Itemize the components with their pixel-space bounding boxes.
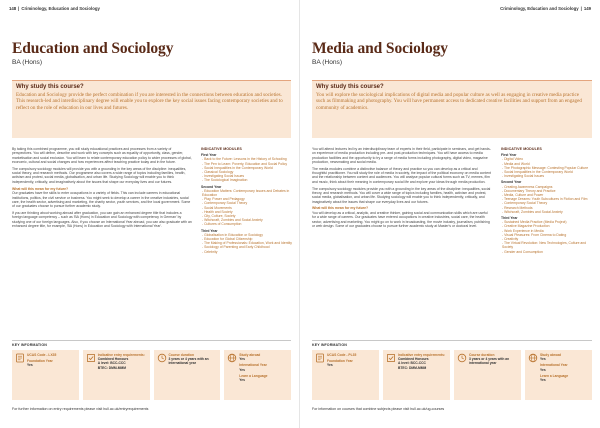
- course-description: [12, 147, 192, 332]
- key-info-line: Yes: [540, 378, 546, 383]
- key-info-line: Yes: [540, 357, 546, 362]
- key-information: [312, 340, 592, 400]
- module-year-label: First Year: [201, 153, 217, 158]
- module-year-label: Third Year: [201, 228, 218, 233]
- module-item: - Media and World: [502, 161, 530, 166]
- key-info-line: 3 years or 4 years with an international year: [469, 357, 510, 366]
- key-info-line: Yes: [239, 357, 245, 362]
- body-paragraph: Our graduates have the skills to enter occupations in a variety of fields. This can include careers in educational institutions, politics, the civil service or business. You might seek to develop a career in the creative industries, social care, the health sector, advertising and marketing, the charity sector, youth services, and the local government. Some of our graduates choose to pursue further academic study.: [12, 191, 191, 209]
- key-info-line: Course duration: [469, 353, 495, 357]
- footer-note: For information on courses that combine subjects please visit hull.ac.uk/ug-courses: [312, 407, 445, 411]
- key-info-card: [525, 350, 592, 400]
- future-subheading: What will this mean for my future?: [312, 206, 369, 211]
- module-item: - Creating Awareness Campaigns: [502, 184, 553, 189]
- module-item: - Back to the Future: Lessons in the History of Schooling: [202, 157, 287, 162]
- module-item: - Digital Video: [502, 157, 524, 162]
- key-info-card: [383, 350, 450, 400]
- award-type: BA (Hons): [12, 59, 43, 66]
- key-info-card: [454, 350, 521, 400]
- key-info-line: Indicative entry requirements:: [398, 353, 446, 357]
- why-study-text: Education and Sociology provide the perfect combination if you are interested in the connections between education and societies. This research-led and interdisciplinary degree will enable you to explore the key social issues facing contemporary societies and to reflect on the role of education in our lives and futures.: [16, 92, 283, 111]
- module-item: - Social Inequalities in the Contemporary World: [202, 165, 273, 170]
- body-paragraph: By taking this combined programme, you will study educational practices and processes from a variety of perspectives. You will define, describe and work with key concepts such as equality of opportunity, class, gender, marketisation and social exclusion. You will learn to relate contemporary education policy to wider processes of global, economic, cultural and social changes and how experiences affect teaching practice today and in the future.: [12, 147, 192, 165]
- modules-heading: INDICATIVE MODULES: [501, 147, 542, 151]
- module-item: - Creative Magazine Production: [502, 224, 550, 229]
- key-info-line: Combined Honours: [97, 357, 129, 362]
- module-item: - Education for Global Citizenship: [202, 237, 253, 242]
- module-item: - Contemporary Social Theory: [202, 201, 248, 206]
- module-item: - Cultures of Consumption: [202, 222, 242, 227]
- section-name: Criminology, Education and Sociology: [500, 6, 579, 11]
- body-paragraph: The media modules combine a distinctive balance of theory and practice so you can develop as a critical and thoughtful practitioner. You will study the role of media in society, the impact of the political economy on media content and the relationship between content and audiences. You will analyse popular cultural forms such as TV, memes, film and music, think about their meaning in contemporary social life and explore your ideas through media production.: [312, 166, 491, 184]
- module-item: - Investigating Social Issues: [202, 174, 245, 179]
- key-info-line: International Year: [540, 363, 568, 368]
- course-description: [312, 147, 492, 332]
- module-item: - Teenage Dreams: Youth Subcultures in Fiction and Film: [502, 197, 588, 202]
- key-info-card: [12, 350, 79, 400]
- key-info-line: UCAS Code - PL35: [327, 353, 357, 357]
- module-item: - Media, Culture and Power: [502, 193, 544, 198]
- study-abroad-icon: [227, 353, 237, 363]
- module-item: - Sustained Media Practice (Media Project): [502, 220, 567, 225]
- module-item: - Classical Sociology: [202, 170, 234, 175]
- key-info-line: UCAS Code - LX35: [27, 353, 57, 357]
- future-subheading: What will this mean for my future?: [12, 186, 69, 191]
- module-item: - Globalisation in Education or Sociology: [202, 232, 263, 237]
- module-year-label: Second Year: [501, 180, 522, 185]
- module-item: - Creativity: [502, 237, 519, 242]
- key-information-heading: KEY INFORMATION: [312, 343, 347, 347]
- award-type: BA (Hons): [312, 59, 343, 66]
- why-study-heading: Why study this course?: [16, 84, 84, 90]
- key-info-line: Course duration: [168, 353, 194, 357]
- key-info-line: Foundation Year: [27, 359, 53, 364]
- module-item: - Witchcraft, Zombies and Social Anxiety: [502, 209, 563, 214]
- key-info-line: Combined Honours: [398, 357, 429, 362]
- key-info-line: A level: BCC-CCC: [398, 361, 426, 366]
- key-info-line: Yes: [239, 378, 245, 383]
- footer-note: For further information on entry requirements please visit hull.ac.uk/entryrequirements: [12, 407, 149, 411]
- why-study-text: You will explore the sociological implications of digital media and popular culture as well as engaging in creative media practice such as filmmaking and photography. You will have permanent access to dedicated creative facilities and support from an engaged community of academics.: [316, 92, 582, 111]
- body-paragraph: You will develop as a critical, analytic, and creative thinker, gaining social and communication skills which are useful for a wide range of careers. Our graduates have entered occupations in creative industries, social care, the health sector, advertising and marketing. You might go on to work in broadcasting, the movie industry, journalism, publishing or web design. Some of our graduates choose to pursue further academic study at Master's or doctoral level.: [312, 210, 490, 228]
- key-info-line: Yes: [239, 367, 245, 372]
- key-info-line: International Year: [239, 363, 267, 368]
- indicative-modules: [501, 147, 593, 332]
- module-item: - Play, Power and Pedagogy: [202, 197, 245, 202]
- entry-requirements-icon: [86, 353, 96, 363]
- course-title: Media and Sociology: [312, 40, 448, 57]
- key-info-line: Yes: [327, 363, 333, 368]
- key-info-line: Yes: [27, 363, 33, 368]
- key-info-line: Learn a Language: [239, 373, 268, 378]
- page-number: 148: [9, 6, 17, 11]
- body-paragraph: You will attend lectures led by an interdisciplinary team of experts in their field, participate in seminars, and get hands-on experience of media production including pre- and post-production techniques. You will have access to media production facilities and the opportunity to try a range of media forms including photography, digital video, magazine production, newsmaking and social media.: [312, 147, 491, 165]
- page-header: Criminology, Education and Sociology | 149: [500, 6, 591, 11]
- key-information: [12, 340, 291, 400]
- module-item: - Social Movements: [202, 205, 232, 210]
- key-info-line: Indicative entry requirements:: [97, 353, 145, 357]
- ucas-code-icon: [315, 353, 325, 363]
- key-info-line: BTEC: DMM-MMM: [398, 365, 427, 370]
- body-paragraph: The compulsory sociology modules provide you with a grounding in the key areas of the discipline: inequalities, social theory, and research methods. You will cover a wide range of topics including families, health, activism and protest, social media, globalisation, and urban life. Studying sociology will enable you to think independently, critically, and imaginatively about the issues that shape our everyday lives and our futures.: [312, 186, 491, 204]
- key-info-card: [312, 350, 379, 400]
- modules-heading: INDICATIVE MODULES: [201, 147, 242, 151]
- module-item: - City, Culture, Society: [202, 214, 236, 219]
- why-study-panel: [12, 80, 291, 138]
- module-item: - Investigating Social Issues: [502, 174, 545, 179]
- key-info-line: Study abroad: [239, 353, 261, 357]
- module-item: - Witchcraft, Zombies and Social Anxiety: [202, 218, 263, 223]
- key-info-line: Yes: [540, 367, 546, 372]
- why-study-heading: Why study this course?: [316, 84, 384, 90]
- module-item: - Contemporary Social Theory: [502, 201, 548, 206]
- module-item: - Social Inequalities in the Contemporary World: [502, 170, 573, 175]
- module-year-label: Second Year: [201, 184, 222, 189]
- body-paragraph: The compulsory sociology modules will provide you with a grounding in the key areas of the discipline: inequalities, social theory, and research methods. Our programme also covers a wide range of topics including families, health, activism and protest, social media, globalisation, and urban life. Studying Sociology will enable you to think independently, critically, and imaginatively about the issues that shape our everyday lives and our futures.: [12, 166, 187, 184]
- section-name: Criminology, Education and Sociology: [21, 6, 100, 11]
- right-page: [300, 0, 600, 428]
- key-information-heading: KEY INFORMATION: [12, 343, 47, 347]
- module-item: - The Virtual Revolution: New Technologies, Culture and Society: [502, 241, 587, 250]
- module-year-label: Third Year: [501, 216, 518, 221]
- module-item: - Visual Pleasures: From Cinema to Dating: [502, 232, 567, 237]
- key-info-line: A level: BCC-CCC: [97, 361, 126, 366]
- study-abroad-icon: [528, 353, 538, 363]
- course-duration-icon: [157, 353, 167, 363]
- module-item: - Research Methods: [502, 205, 533, 210]
- body-paragraph: If you are thinking about working abroad after graduation, you can gain an enhanced degree title that includes a foreign language competency – such as 'BA (Hons) in Education and Sociology with competency in German' by studying one of our foreign languages. Also, if you choose an International Year abroad, you can also graduate with an enhanced degree title, for example, 'BA (Hons) in Education and Sociology with International Year'.: [12, 210, 192, 228]
- key-info-card: [83, 350, 150, 400]
- key-info-line: BTEC: DMM-MMM: [97, 365, 126, 370]
- why-study-panel: [312, 80, 592, 138]
- module-item: - Celebrity: [202, 249, 218, 254]
- key-info-line: Learn a Language: [540, 373, 569, 378]
- key-information-cards: [312, 350, 592, 400]
- module-item: - The Making of Professionals: Education, Work and Identity: [202, 241, 292, 246]
- module-item: - Sociology of Parenting and Early Childhood: [202, 245, 270, 250]
- key-information-cards: [12, 350, 291, 400]
- course-title: Education and Sociology: [12, 40, 174, 57]
- module-item: - The Sociological Imagination: [202, 178, 248, 183]
- module-item: - The Photographic Message: Contesting Popular Culture: [502, 165, 589, 170]
- module-item: - Health and Society: [202, 209, 233, 214]
- page-header: 148 | Criminology, Education and Sociology: [9, 6, 100, 11]
- page-number: 149: [583, 6, 591, 11]
- key-info-line: 3 years or 4 years with an international year: [168, 357, 209, 366]
- module-item: - Documentary Theory and Practice: [502, 188, 556, 193]
- module-item: - Work Experience in Media: [502, 228, 544, 233]
- ucas-code-icon: [15, 353, 25, 363]
- module-item: - The Pen to Learn: Poverty, Education and Social Policy: [202, 161, 288, 166]
- key-info-line: Foundation Year: [327, 359, 353, 364]
- indicative-modules: [201, 147, 293, 332]
- module-item: - Gender and Consumption: [502, 249, 543, 254]
- key-info-card: [224, 350, 291, 400]
- course-duration-icon: [457, 353, 467, 363]
- module-item: - Education Matters: Contemporary Issues and Debates in Education: [202, 188, 290, 198]
- key-info-line: Study abroad: [540, 353, 562, 357]
- module-year-label: First Year: [501, 153, 517, 158]
- key-info-card: [154, 350, 221, 400]
- entry-requirements-icon: [386, 353, 396, 363]
